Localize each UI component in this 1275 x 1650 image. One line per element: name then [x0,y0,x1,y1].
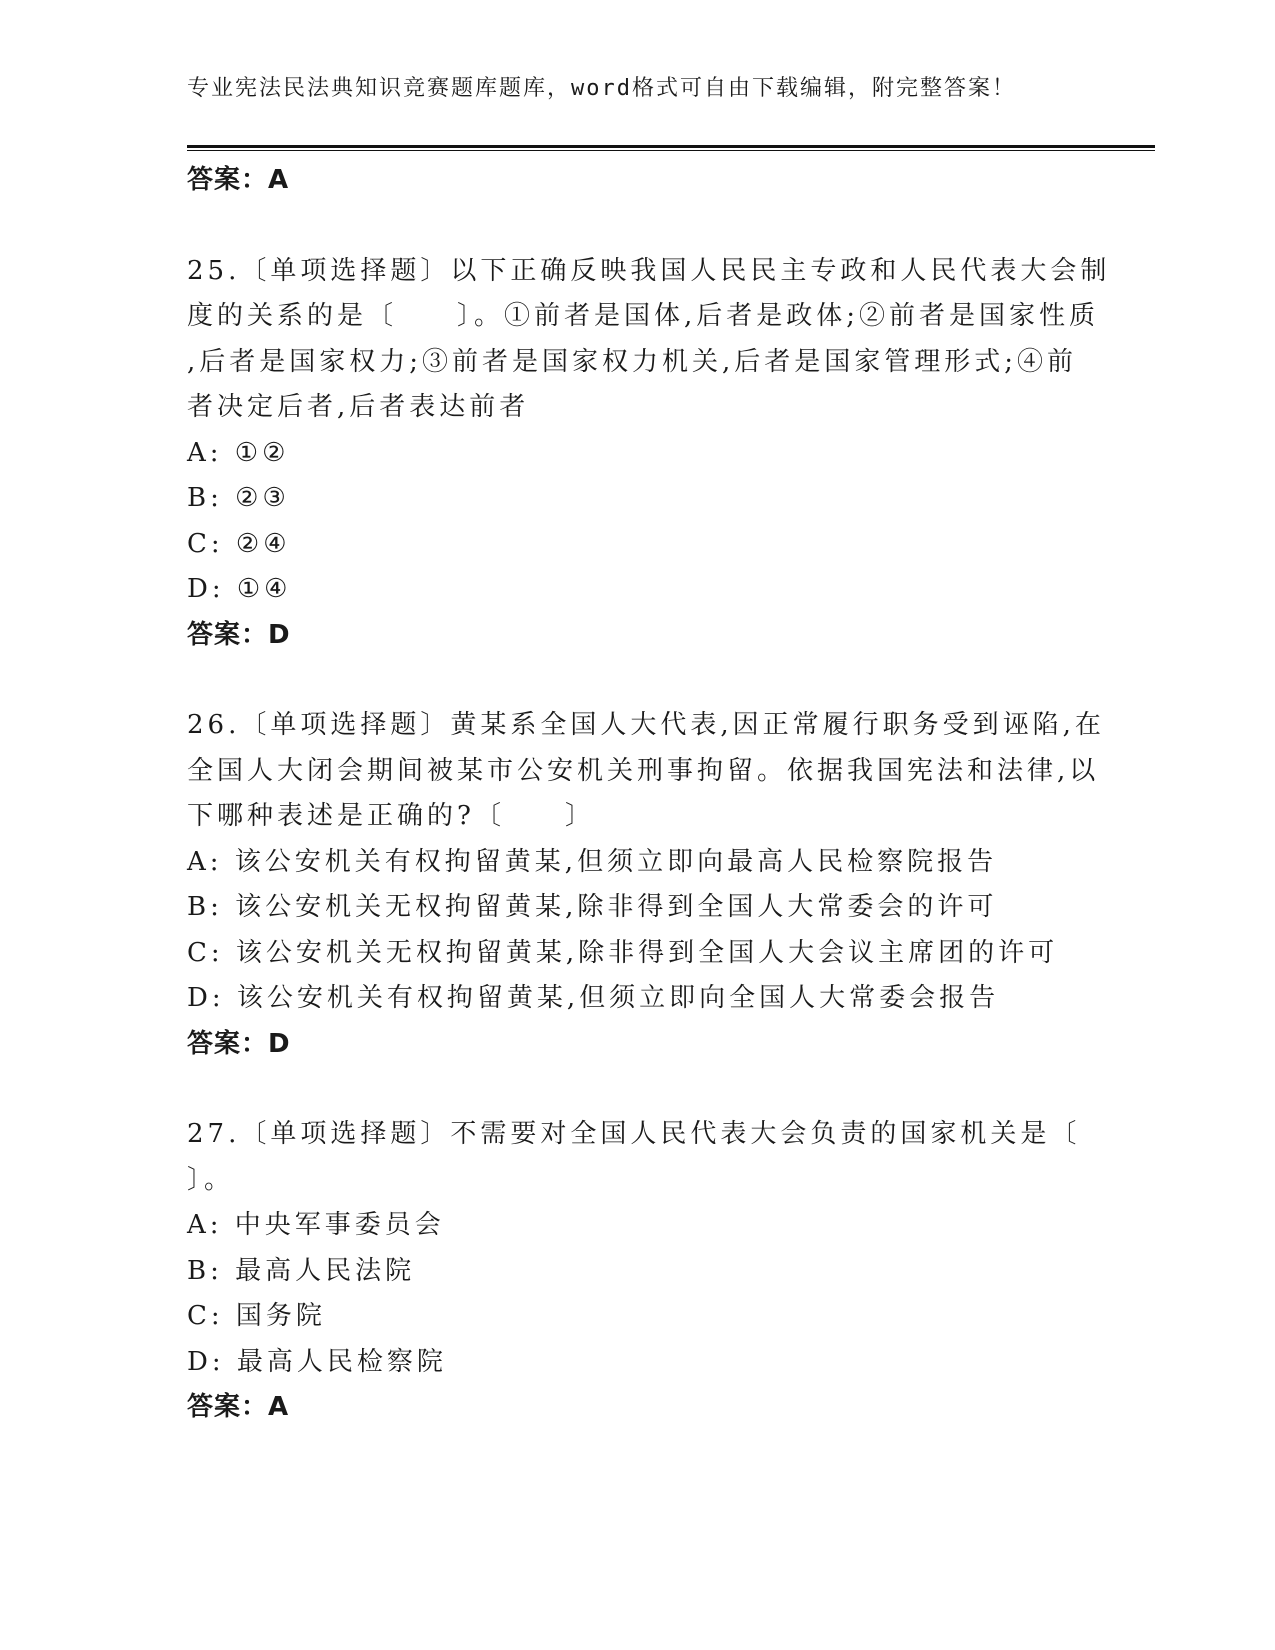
answer-line: 答案：D [187,619,291,650]
answer-line: 答案：D [187,1028,291,1059]
option-d: D: 最高人民检察院 [187,1346,447,1377]
option-a: A: 该公安机关有权拘留黄某,但须立即向最高人民检察院报告 [187,846,998,877]
question-stem-line: 下哪种表述是正确的?〔 〕 [187,801,595,831]
option-c: C: 国务院 [187,1301,326,1331]
header-rule [187,145,1155,148]
answer-line: 答案：A [187,165,290,195]
question-stem-line: 27.〔单项选择题〕不需要对全国人民代表大会负责的国家机关是〔 [187,1119,1081,1149]
question-25 [187,249,1111,659]
page-header: 专业宪法民法典知识竞赛题库题库，word格式可自由下载编辑，附完整答案！ [187,76,1016,101]
question-stem-line: 度的关系的是〔 〕。①前者是国体,后者是政体;②前者是国家性质 [187,301,1100,331]
question-27 [187,1112,1087,1431]
question-stem-line: 26.〔单项选择题〕黄某系全国人大代表,因正常履行职务受到诬陷,在 [187,710,1105,740]
option-d: D: 该公安机关有权拘留黄某,但须立即向全国人大常委会报告 [187,983,1000,1013]
option-a: A: 中央军事委员会 [187,1210,445,1240]
question-stem-line: 25.〔单项选择题〕以下正确反映我国人民民主专政和人民代表大会制 [187,255,1111,286]
option-c: C: ②④ [187,528,291,559]
question-26 [187,703,1105,1067]
option-b: B: 最高人民法院 [187,1255,416,1286]
question-stem-line: ,后者是国家权力;③前者是国家权力机关,后者是国家管理形式;④前 [187,346,1078,377]
option-a: A: ①② [187,437,290,468]
option-d: D: ①④ [187,574,292,604]
header-rule-thin [187,150,1155,151]
option-c: C: 该公安机关无权拘留黄某,除非得到全国人大会议主席团的许可 [187,937,1059,968]
question-stem-line: 者决定后者,后者表达前者 [187,392,530,422]
option-b: B: 该公安机关无权拘留黄某,除非得到全国人大常委会的许可 [187,892,998,922]
question-stem-line: 全国人大闭会期间被某市公安机关刑事拘留。依据我国宪法和法律,以 [187,755,1100,786]
answer-line: 答案：A [187,1392,290,1422]
option-b: B: ②③ [187,483,290,513]
question-stem-line: 〕。 [187,1164,235,1195]
question-list [187,158,1111,1431]
